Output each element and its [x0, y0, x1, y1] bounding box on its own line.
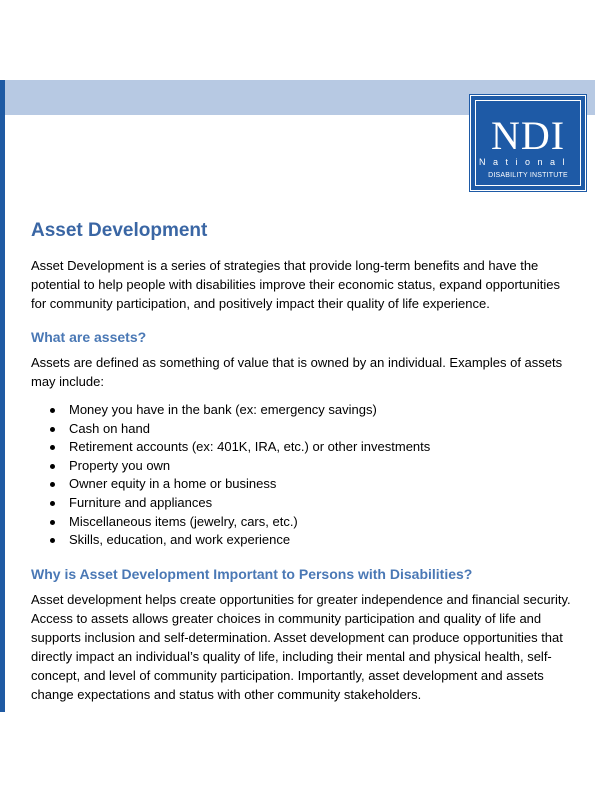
- list-item: [31, 475, 571, 494]
- logo-national: National: [479, 157, 573, 167]
- bullet-icon: [50, 445, 55, 450]
- page-title: Asset Development: [31, 220, 208, 241]
- bullet-icon: [50, 520, 55, 525]
- section-heading-why-important: Why is Asset Development Important to Persons with Disabilities?: [31, 565, 473, 582]
- list-item-text: Skills, education, and work experience: [69, 532, 291, 548]
- list-item: [31, 513, 571, 532]
- bullet-icon: [50, 427, 55, 432]
- list-item-text: Furniture and appliances: [69, 494, 213, 510]
- bullet-icon: [50, 482, 55, 487]
- logo-letters: NDI: [490, 113, 566, 158]
- list-item: [31, 457, 571, 476]
- list-item-text: Property you own: [69, 457, 171, 473]
- asset-examples-list: [31, 401, 571, 550]
- bullet-icon: [50, 464, 55, 469]
- list-item-text: Miscellaneous items (jewelry, cars, etc.): [69, 513, 298, 529]
- list-item: [31, 438, 571, 457]
- bullet-icon: [50, 501, 55, 506]
- list-item: [31, 401, 571, 420]
- document-body: [31, 218, 571, 704]
- list-item-text: Owner equity in a home or business: [69, 476, 277, 492]
- importance-paragraph: Asset development helps create opportunities for greater independence and financial security. Access to assets allows greater choices in community participation and quality of life and supports inclusion and self-determination. Asset development can produce opportunities that directly impact an individual’s quality of life, including their mental and physical health, self-concept, and level of community participation. Importantly, asset development and assets change expectations and status with other community stakeholders.: [31, 591, 571, 702]
- list-item: [31, 420, 571, 439]
- list-item-text: Cash on hand: [69, 420, 150, 436]
- assets-definition-paragraph: Assets are defined as something of value that is owned by an individual. Examples of assets may include:: [31, 355, 563, 389]
- bullet-icon: [50, 538, 55, 543]
- left-margin-rule: [0, 80, 5, 712]
- list-item: [31, 494, 571, 513]
- ndi-logo: [470, 95, 586, 191]
- bullet-icon: [50, 408, 55, 413]
- section-heading-what-are-assets: What are assets?: [31, 329, 147, 345]
- logo-institute: DISABILITY INSTITUTE: [488, 172, 568, 179]
- list-item-text: Retirement accounts (ex: 401K, IRA, etc.) or other investments: [69, 439, 431, 455]
- list-item-text: Money you have in the bank (ex: emergency savings): [69, 402, 377, 417]
- list-item: [31, 531, 571, 550]
- intro-paragraph: Asset Development is a series of strategies that provide long-term benefits and have the potential to help people with disabilities improve their economic status, expand opportunities for community participation, and positively impact their quality of life experience.: [31, 258, 560, 311]
